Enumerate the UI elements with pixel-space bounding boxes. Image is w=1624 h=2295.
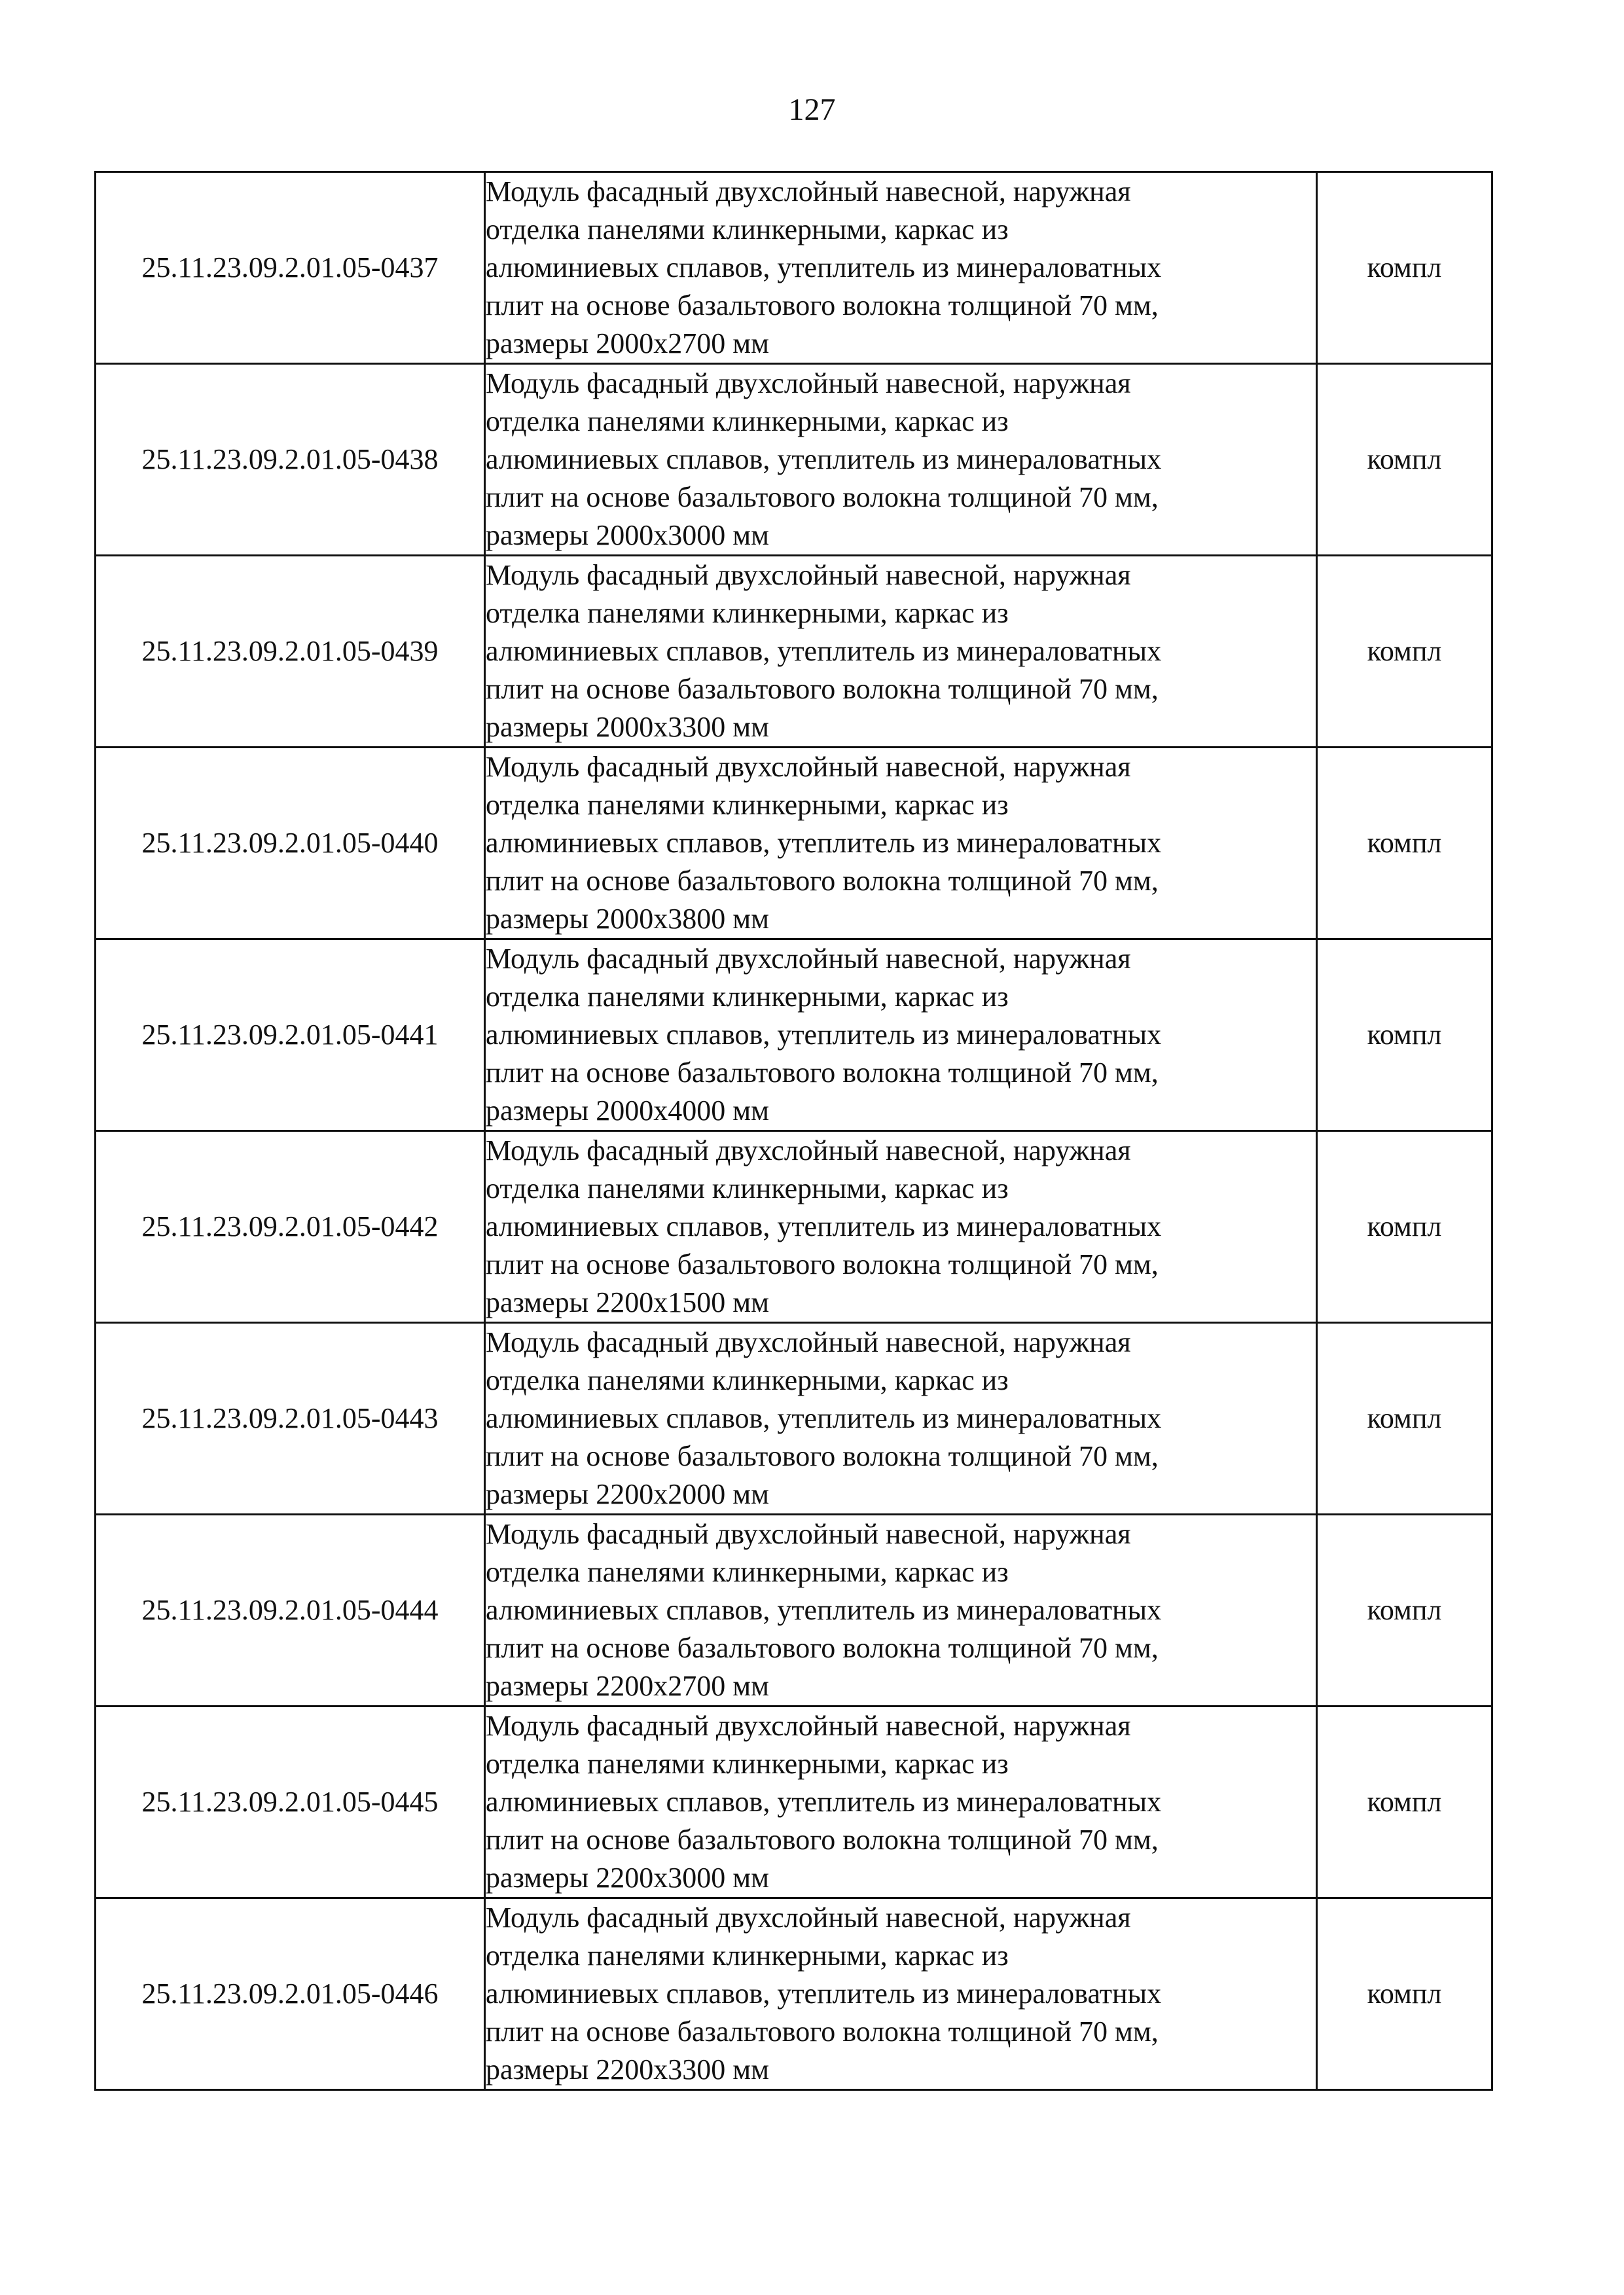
table-row: [96, 748, 1492, 939]
description-line: размеры 2000х2700 мм: [486, 327, 769, 359]
description-line: отделка панелями клинкерными, каркас из: [486, 1364, 1009, 1396]
resource-description: [485, 1515, 1317, 1707]
description-line: размеры 2200х2700 мм: [486, 1670, 769, 1702]
description-line: плит на основе базальтового волокна толщиной 70 мм,: [486, 673, 1159, 705]
description-line: плит на основе базальтового волокна толщиной 70 мм,: [486, 481, 1159, 513]
resource-code: 25.11.23.09.2.01.05-0441: [96, 939, 485, 1131]
description-line: отделка панелями клинкерными, каркас из: [486, 789, 1009, 821]
table-row: [96, 1707, 1492, 1898]
description-line: алюминиевых сплавов, утеплитель из минераловатных: [486, 443, 1162, 475]
resource-code: 25.11.23.09.2.01.05-0438: [96, 364, 485, 556]
resource-code: 25.11.23.09.2.01.05-0446: [96, 1898, 485, 2090]
unit-of-measure: компл: [1317, 172, 1492, 364]
description-line: Модуль фасадный двухслойный навесной, наружная: [486, 175, 1131, 208]
unit-of-measure: компл: [1317, 748, 1492, 939]
description-line: Модуль фасадный двухслойный навесной, наружная: [486, 1518, 1131, 1550]
description-line: плит на основе базальтового волокна толщиной 70 мм,: [486, 1824, 1159, 1856]
description-line: Модуль фасадный двухслойный навесной, наружная: [486, 943, 1131, 975]
description-line: Модуль фасадный двухслойный навесной, наружная: [486, 1326, 1131, 1358]
description-line: алюминиевых сплавов, утеплитель из минераловатных: [486, 1402, 1162, 1434]
description-line: алюминиевых сплавов, утеплитель из минераловатных: [486, 1594, 1162, 1626]
description-line: плит на основе базальтового волокна толщиной 70 мм,: [486, 1248, 1159, 1280]
table-row: [96, 1323, 1492, 1515]
resource-description: [485, 1323, 1317, 1515]
unit-of-measure: компл: [1317, 556, 1492, 748]
unit-of-measure: компл: [1317, 1323, 1492, 1515]
description-line: Модуль фасадный двухслойный навесной, наружная: [486, 1710, 1131, 1742]
description-line: Модуль фасадный двухслойный навесной, наружная: [486, 559, 1131, 591]
resource-code: 25.11.23.09.2.01.05-0443: [96, 1323, 485, 1515]
description-line: алюминиевых сплавов, утеплитель из минераловатных: [486, 1786, 1162, 1818]
table-row: [96, 364, 1492, 556]
description-line: размеры 2000х3300 мм: [486, 711, 769, 743]
description-line: алюминиевых сплавов, утеплитель из минераловатных: [486, 1978, 1162, 2010]
table-row: [96, 172, 1492, 364]
description-line: алюминиевых сплавов, утеплитель из минераловатных: [486, 251, 1162, 283]
resource-code: 25.11.23.09.2.01.05-0439: [96, 556, 485, 748]
unit-of-measure: компл: [1317, 1515, 1492, 1707]
description-line: алюминиевых сплавов, утеплитель из минераловатных: [486, 1019, 1162, 1051]
description-line: размеры 2200х3000 мм: [486, 1862, 769, 1894]
resource-description: [485, 1707, 1317, 1898]
description-line: отделка панелями клинкерными, каркас из: [486, 1556, 1009, 1588]
description-line: размеры 2200х3300 мм: [486, 2053, 769, 2086]
description-line: размеры 2200х2000 мм: [486, 1478, 769, 1510]
description-line: алюминиевых сплавов, утеплитель из минераловатных: [486, 827, 1162, 859]
description-line: плит на основе базальтового волокна толщиной 70 мм,: [486, 865, 1159, 897]
resource-description: [485, 172, 1317, 364]
resource-description: [485, 1898, 1317, 2090]
description-line: плит на основе базальтового волокна толщиной 70 мм,: [486, 1057, 1159, 1089]
resource-code: 25.11.23.09.2.01.05-0440: [96, 748, 485, 939]
description-line: размеры 2000х3000 мм: [486, 519, 769, 551]
unit-of-measure: компл: [1317, 939, 1492, 1131]
table-row: [96, 1898, 1492, 2090]
catalog-table-body: [96, 172, 1492, 2090]
description-line: Модуль фасадный двухслойный навесной, наружная: [486, 1134, 1131, 1166]
description-line: Модуль фасадный двухслойный навесной, наружная: [486, 1902, 1131, 1934]
resource-code: 25.11.23.09.2.01.05-0444: [96, 1515, 485, 1707]
unit-of-measure: компл: [1317, 1131, 1492, 1323]
description-line: отделка панелями клинкерными, каркас из: [486, 405, 1009, 437]
description-line: плит на основе базальтового волокна толщиной 70 мм,: [486, 289, 1159, 321]
description-line: размеры 2200х1500 мм: [486, 1286, 769, 1318]
description-line: Модуль фасадный двухслойный навесной, наружная: [486, 751, 1131, 783]
description-line: Модуль фасадный двухслойный навесной, наружная: [486, 367, 1131, 399]
resource-code: 25.11.23.09.2.01.05-0442: [96, 1131, 485, 1323]
description-line: отделка панелями клинкерными, каркас из: [486, 597, 1009, 629]
description-line: отделка панелями клинкерными, каркас из: [486, 1748, 1009, 1780]
description-line: отделка панелями клинкерными, каркас из: [486, 213, 1009, 245]
unit-of-measure: компл: [1317, 364, 1492, 556]
description-line: размеры 2000х3800 мм: [486, 903, 769, 935]
resource-description: [485, 364, 1317, 556]
table-row: [96, 939, 1492, 1131]
resource-code: 25.11.23.09.2.01.05-0445: [96, 1707, 485, 1898]
table-row: [96, 1131, 1492, 1323]
resource-description: [485, 939, 1317, 1131]
resource-description: [485, 748, 1317, 939]
description-line: размеры 2000х4000 мм: [486, 1094, 769, 1127]
resource-description: [485, 556, 1317, 748]
resource-description: [485, 1131, 1317, 1323]
table-row: [96, 556, 1492, 748]
description-line: плит на основе базальтового волокна толщиной 70 мм,: [486, 1632, 1159, 1664]
description-line: отделка панелями клинкерными, каркас из: [486, 1172, 1009, 1204]
unit-of-measure: компл: [1317, 1707, 1492, 1898]
unit-of-measure: компл: [1317, 1898, 1492, 2090]
description-line: плит на основе базальтового волокна толщиной 70 мм,: [486, 1440, 1159, 1472]
description-line: алюминиевых сплавов, утеплитель из минераловатных: [486, 635, 1162, 667]
table-row: [96, 1515, 1492, 1707]
page-number: 127: [788, 92, 836, 127]
description-line: плит на основе базальтового волокна толщиной 70 мм,: [486, 2015, 1159, 2048]
description-line: отделка панелями клинкерными, каркас из: [486, 981, 1009, 1013]
description-line: отделка панелями клинкерными, каркас из: [486, 1940, 1009, 1972]
catalog-table: [94, 171, 1493, 2091]
description-line: алюминиевых сплавов, утеплитель из минераловатных: [486, 1210, 1162, 1242]
resource-code: 25.11.23.09.2.01.05-0437: [96, 172, 485, 364]
